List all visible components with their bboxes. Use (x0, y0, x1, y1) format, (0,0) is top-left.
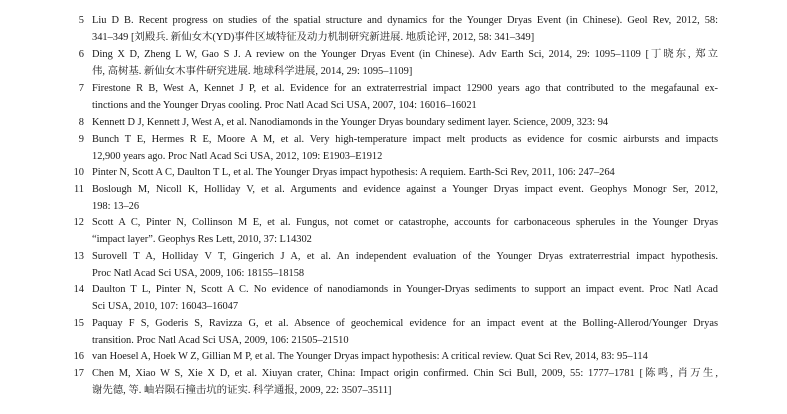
reference-number: 12 (73, 217, 84, 228)
reference-text-line: 341–349 [刘殿兵. 新仙女木(YD)事件区域特征及动力机制研究新进展. 地质论评, 2012, 58: 341–349] (92, 32, 535, 43)
reference-text-line: transition. Proc Natl Acad Sci USA, 2009, 106: 21505–21510 (92, 335, 349, 346)
reference-text-line: Proc Natl Acad Sci USA, 2009, 106: 18155–18158 (92, 268, 305, 279)
reference-number: 17 (73, 368, 84, 379)
reference-number: 7 (78, 83, 84, 94)
reference-number: 15 (73, 318, 84, 329)
reference-text-line: Bunch T E, Hermes R E, Moore A M, et al. Very high-temperature impact melt products as evidence for cosmic airbursts and impacts (92, 134, 718, 145)
reference-text-line: Boslough M, Nicoll K, Holliday V, et al. Arguments and evidence against a Younger Dryas impact event. Geophys Monogr Ser, 2012, (92, 184, 718, 195)
reference-number: 5 (78, 15, 84, 26)
reference-number: 10 (73, 167, 84, 178)
reference-text-line: Paquay F S, Goderis S, Ravizza G, et al. Absence of geochemical evidence for an impact event at the Bolling-Allerod/Younger Dryas (92, 318, 718, 329)
reference-text-line: Kennett D J, Kennett J, West A, et al. Nanodiamonds in the Younger Dryas boundary sediment layer. Science, 2009, 323: 94 (92, 117, 609, 128)
reference-text-line: van Hoesel A, Hoek W Z, Gillian M P, et al. The Younger Dryas impact hypothesis: A critical review. Quat Sci Rev, 2014, 83: 95–114 (92, 351, 648, 362)
reference-number: 9 (78, 134, 84, 145)
reference-text-line: Sci USA, 2010, 107: 16043–16047 (92, 301, 239, 312)
reference-text-line: 12,900 years ago. Proc Natl Acad Sci USA, 2012, 109: E1903–E1912 (92, 151, 383, 162)
reference-text-line: 谢先德, 等. 岫岩陨石撞击坑的证实. 科学通报, 2009, 22: 3507–3511] (92, 385, 392, 396)
reference-text-line: Liu D B. Recent progress on studies of the spatial structure and dynamics for the Younger Dryas Event (in Chinese). Geol Rev, 2012, 58: (92, 15, 718, 26)
reference-number: 6 (78, 49, 84, 60)
reference-text-line: Scott A C, Pinter N, Collinson M E, et al. Fungus, not comet or catastrophe, accounts for carbonaceous spherules in the Younger Dryas (92, 217, 718, 228)
reference-text-line: 伟, 高树基. 新仙女木事件研究进展. 地球科学进展, 2014, 29: 1095–1109] (92, 66, 413, 77)
reference-text-line: “impact layer”. Geophys Res Lett, 2010, 37: L14302 (92, 234, 312, 245)
reference-text-line: Chen M, Xiao W S, Xie X D, et al. Xiuyan crater, China: Impact origin confirmed. Chin Sci Bull, 2009, 55: 1777–1781 [陈鸣, 肖万生, (92, 368, 718, 379)
reference-number: 16 (73, 351, 84, 362)
reference-text-line: Pinter N, Scott A C, Daulton T L, et al. The Younger Dryas impact hypothesis: A requiem. Earth-Sci Rev, 2011, 106: 247–264 (92, 167, 615, 178)
reference-text-line: Ding X D, Zheng L W, Gao S J. A review on the Younger Dryas Event (in Chinese). Adv Earth Sci, 2014, 29: 1095–1109 [丁晓东, 郑立 (92, 49, 718, 60)
reference-number: 11 (73, 184, 84, 195)
reference-text-line: tinctions and the Younger Dryas cooling. Proc Natl Acad Sci USA, 2007, 104: 16016–16021 (92, 100, 477, 111)
reference-number: 8 (78, 117, 84, 128)
reference-text-line: Firestone R B, West A, Kennet J P, et al. Evidence for an extraterrestrial impact 12900 years ago that contributed to the megafaunal ex- (92, 83, 718, 94)
reference-text-line: 198: 13–26 (92, 201, 140, 212)
reference-text-line: Surovell T A, Holliday V T, Gingerich J A, et al. An independent evaluation of the Younger Dryas extraterrestrial impact hypothesis. (92, 251, 718, 262)
reference-number: 14 (73, 284, 84, 295)
reference-number: 13 (73, 251, 84, 262)
reference-text-line: Daulton T L, Pinter N, Scott A C. No evidence of nanodiamonds in Younger-Dryas sediments to support an impact event. Proc Natl Acad (92, 284, 718, 295)
